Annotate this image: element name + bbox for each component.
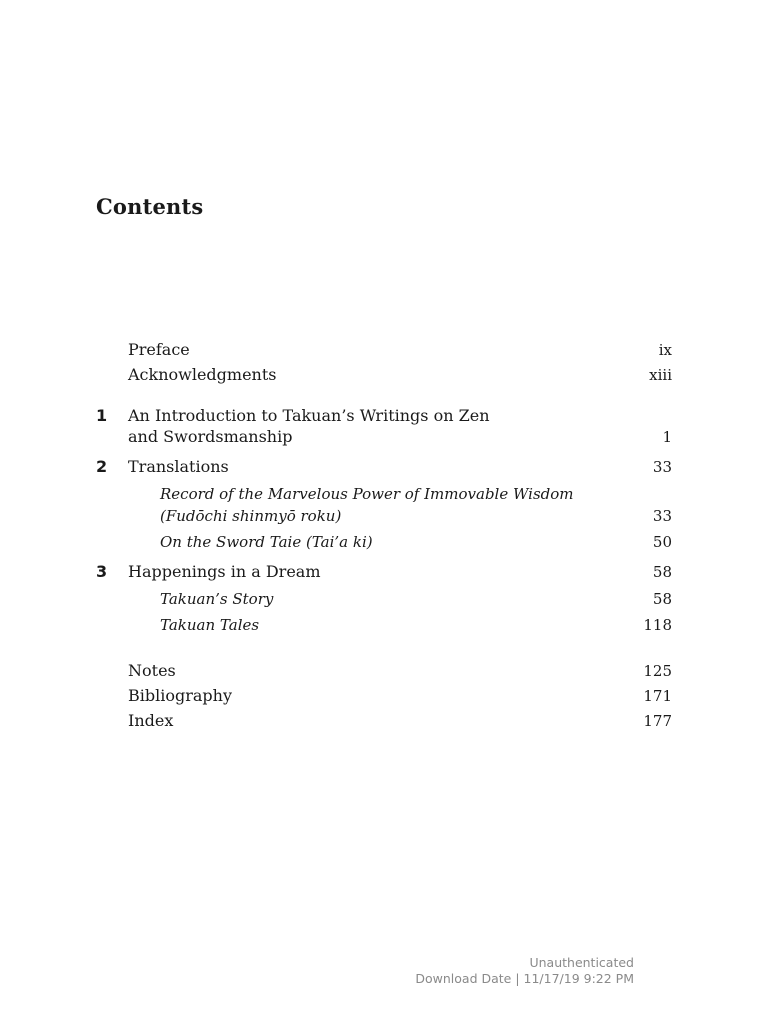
- section-title: Takuan Tales: [160, 616, 260, 634]
- toc-entry-notes: [0, 660, 768, 682]
- toc-entry-page: xiii: [649, 366, 672, 384]
- toc-section-takuan-tales: [0, 614, 768, 636]
- footer-download-date: Download Date | 11/17/19 9:22 PM: [415, 971, 634, 986]
- chapter-title-line1: An Introduction to Takuan’s Writings on Zen: [128, 406, 490, 425]
- toc-entry-page: ix: [658, 341, 672, 359]
- chapter-title: Translations: [128, 457, 229, 476]
- chapter-number: 2: [96, 457, 108, 476]
- toc-entry-title: Preface: [128, 340, 190, 359]
- toc-section-record-cont: [0, 505, 768, 527]
- toc-section-record: [0, 483, 768, 505]
- chapter-title: Happenings in a Dream: [128, 562, 321, 581]
- toc-chapter-2: [0, 456, 768, 478]
- section-title: Takuan’s Story: [160, 590, 274, 608]
- toc-entry-page: 177: [643, 712, 672, 730]
- toc-entry-bibliography: [0, 685, 768, 707]
- toc-entry-title: Acknowledgments: [128, 365, 277, 384]
- toc-chapter-1-cont: [0, 426, 768, 448]
- toc-entry-acknowledgments: [0, 364, 768, 386]
- toc-chapter-3: [0, 561, 768, 583]
- chapter-title-line2: and Swordsmanship: [128, 427, 293, 446]
- toc-entry-page: 58: [652, 563, 672, 581]
- section-title-line1: Record of the Marvelous Power of Immovable Wisdom: [160, 485, 574, 503]
- toc-entry-index: [0, 710, 768, 732]
- chapter-number: 1: [96, 406, 108, 425]
- toc-chapter-1: [0, 405, 768, 427]
- toc-entry-page: 50: [652, 533, 672, 551]
- section-title: On the Sword Taie (Tai’a ki): [160, 533, 373, 551]
- toc-entry-title: Index: [128, 711, 174, 730]
- toc-entry-page: 1: [662, 428, 672, 446]
- toc-entry-title: Bibliography: [128, 686, 232, 705]
- toc-entry-page: 118: [643, 616, 672, 634]
- toc-entry-preface: [0, 339, 768, 361]
- toc-entry-page: 33: [652, 458, 672, 476]
- toc-section-takuans-story: [0, 588, 768, 610]
- chapter-number: 3: [96, 562, 108, 581]
- toc-entry-page: 58: [652, 590, 672, 608]
- toc-entry-page: 171: [643, 687, 672, 705]
- toc-entry-page: 33: [652, 507, 672, 525]
- page-title: Contents: [96, 194, 204, 219]
- toc-section-taie: [0, 531, 768, 553]
- section-title-line2: (Fudōchi shinmyō roku): [160, 507, 342, 525]
- footer-auth-status: Unauthenticated: [529, 955, 634, 970]
- toc-entry-page: 125: [643, 662, 672, 680]
- toc-entry-title: Notes: [128, 661, 176, 680]
